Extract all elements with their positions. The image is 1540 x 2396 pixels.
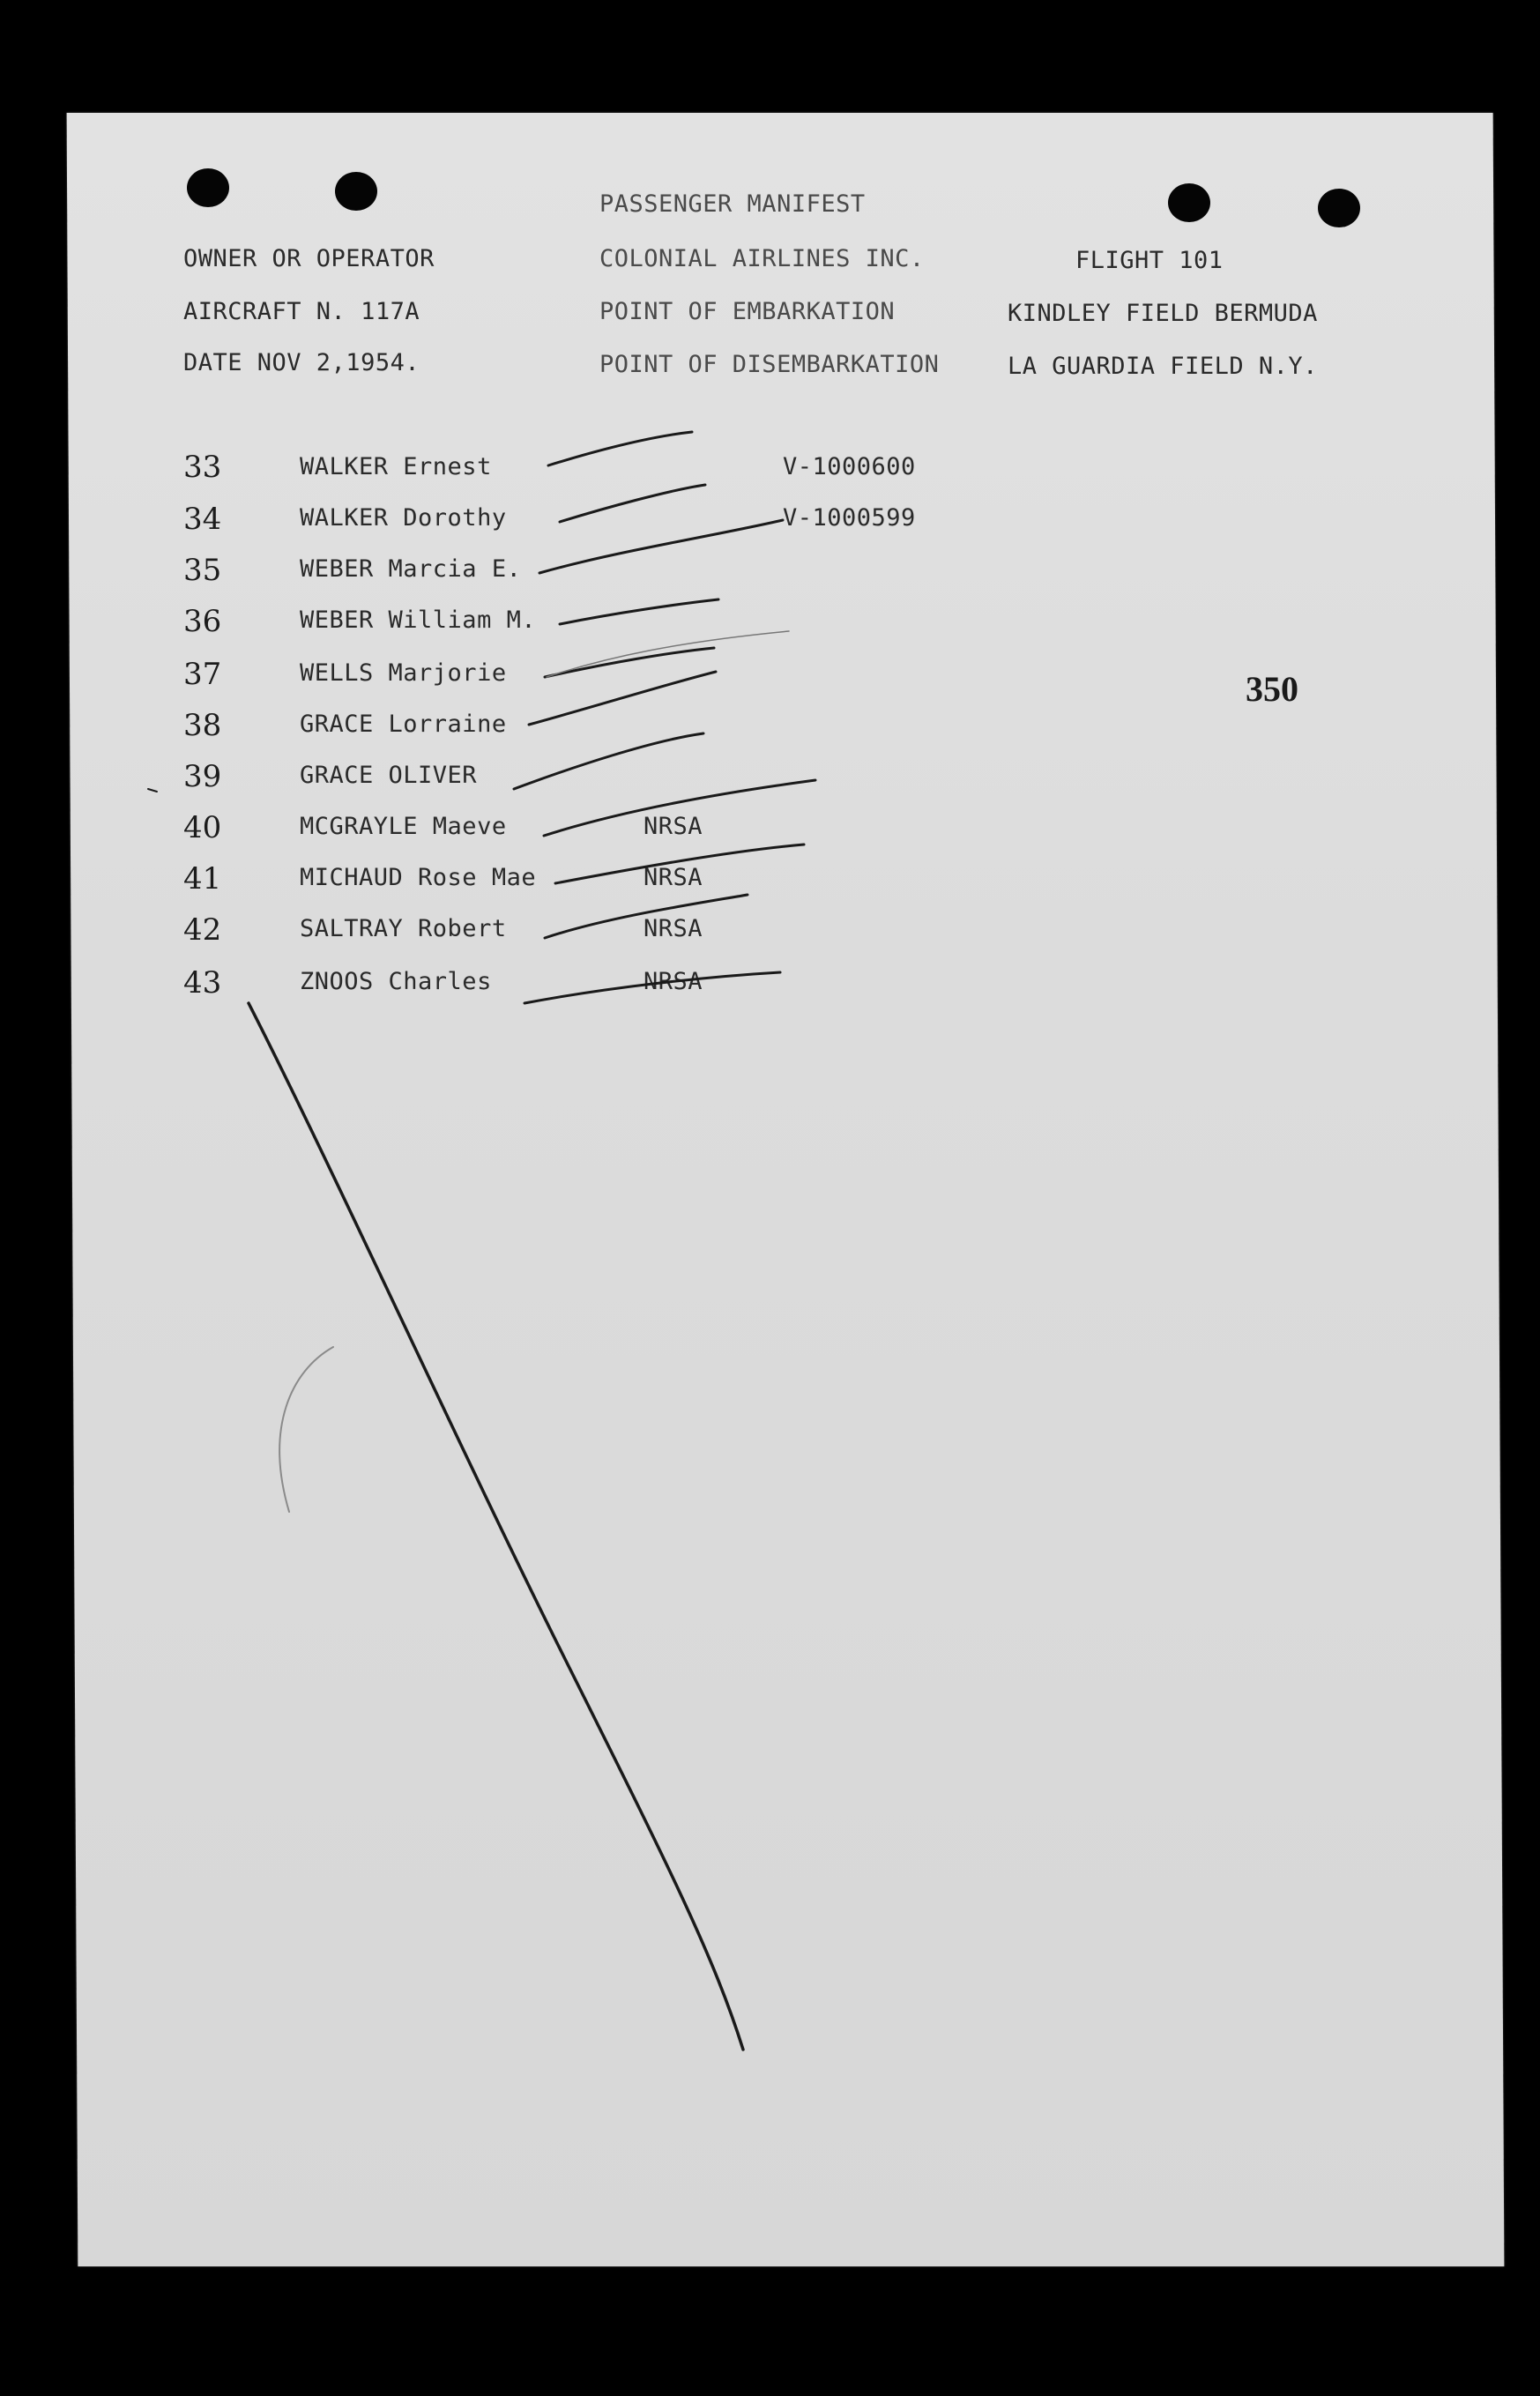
passenger-note: NRSA xyxy=(644,864,703,891)
passenger-name: MICHAUD Rose Mae xyxy=(300,864,537,891)
passenger-number: 43 xyxy=(183,965,222,1001)
disembarkation-label: POINT OF DISEMBARKATION xyxy=(599,351,940,378)
passenger-name: WEBER Marcia E. xyxy=(300,555,522,583)
passenger-name: SALTRAY Robert xyxy=(300,915,507,942)
punch-hole-2 xyxy=(335,172,377,211)
owner-value: COLONIAL AIRLINES INC. xyxy=(599,245,925,272)
passenger-note: NRSA xyxy=(644,968,703,995)
passenger-name: ZNOOS Charles xyxy=(300,968,492,995)
passenger-name: WALKER Ernest xyxy=(300,453,492,480)
passenger-number: 40 xyxy=(183,810,222,845)
passenger-name: WALKER Dorothy xyxy=(300,504,507,532)
passenger-number: 41 xyxy=(183,861,222,897)
manifest-page xyxy=(67,113,1505,2266)
owner-label: OWNER OR OPERATOR xyxy=(183,245,435,272)
passenger-note: NRSA xyxy=(644,915,703,942)
embarkation-label: POINT OF EMBARKATION xyxy=(599,298,896,325)
passenger-number: 37 xyxy=(183,657,222,692)
punch-hole-1 xyxy=(187,168,229,207)
passenger-name: WELLS Marjorie xyxy=(300,659,507,687)
passenger-note: V-1000599 xyxy=(783,504,916,532)
passenger-name: GRACE Lorraine xyxy=(300,711,507,738)
passenger-number: 38 xyxy=(183,708,222,743)
passenger-name: GRACE OLIVER xyxy=(300,762,478,789)
punch-hole-4 xyxy=(1318,189,1360,227)
passenger-name: MCGRAYLE Maeve xyxy=(300,813,507,840)
passenger-number: 35 xyxy=(183,553,222,588)
manifest-title: PASSENGER MANIFEST xyxy=(599,190,866,218)
passenger-name: WEBER William M. xyxy=(300,606,537,634)
passenger-number: 39 xyxy=(183,759,222,794)
aircraft-number: AIRCRAFT N. 117A xyxy=(183,298,420,325)
flight-number: FLIGHT 101 xyxy=(1075,247,1224,274)
passenger-note: NRSA xyxy=(644,813,703,840)
passenger-number: 42 xyxy=(183,912,222,948)
passenger-number: 34 xyxy=(183,502,222,537)
passenger-number: 33 xyxy=(183,450,222,485)
passenger-number: 36 xyxy=(183,604,222,639)
manifest-date: DATE NOV 2,1954. xyxy=(183,349,420,376)
embarkation-value: KINDLEY FIELD BERMUDA xyxy=(1008,300,1318,327)
page-number-stamp: 350 xyxy=(1246,669,1298,709)
punch-hole-3 xyxy=(1168,183,1210,222)
disembarkation-value: LA GUARDIA FIELD N.Y. xyxy=(1008,353,1318,380)
passenger-note: V-1000600 xyxy=(783,453,916,480)
